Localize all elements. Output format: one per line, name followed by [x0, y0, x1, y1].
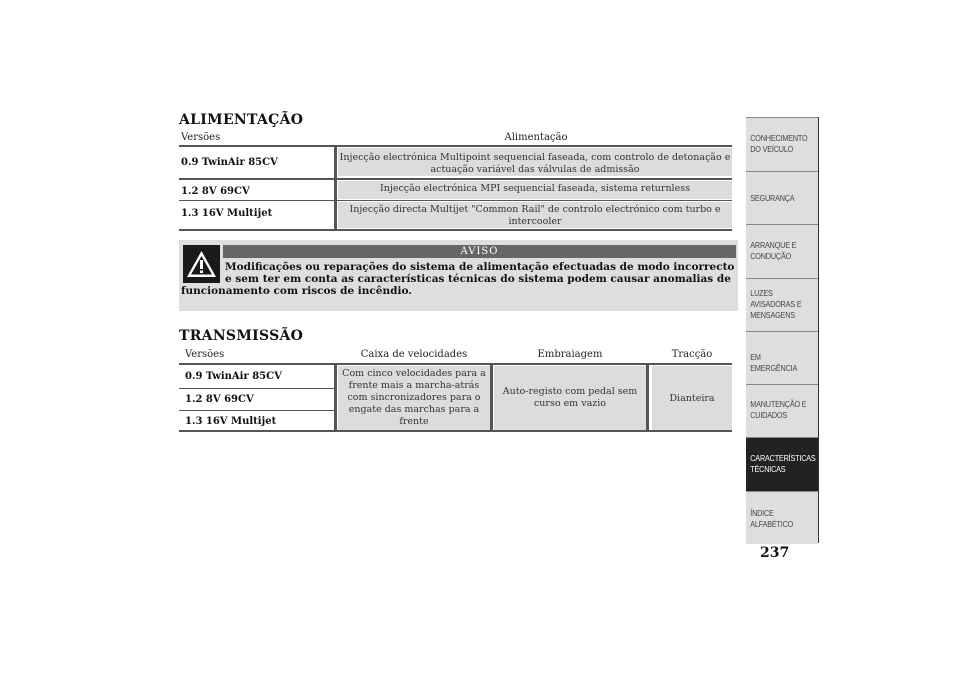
tab-indice-alfabetico[interactable]	[746, 491, 818, 544]
tab-label: MANUTENÇÃO E	[750, 399, 807, 409]
tab-luzes-avisadoras[interactable]	[746, 278, 818, 331]
column-divider	[646, 365, 649, 432]
tab-label: CONHECIMENTO	[750, 133, 808, 143]
tab-manutencao-e-cuidados[interactable]	[746, 384, 818, 437]
tab-label: TÉCNICAS	[750, 464, 786, 474]
row-feed: Injecção electrónica MPI sequencial faseada, sistema returnless	[380, 183, 690, 194]
column-divider	[490, 365, 493, 432]
tab-label: CARACTERÍSTICAS	[750, 453, 816, 463]
page-number: 237	[760, 545, 790, 561]
warning-text-line1: Modificações ou reparações do sistema de alimentação efectuadas de modo incorrecto	[225, 261, 735, 273]
tab-em-emergencia[interactable]	[746, 331, 818, 384]
header-versoes: Versões	[185, 349, 225, 360]
row-rule	[179, 178, 732, 180]
row-version: 1.2 8V 69CV	[185, 394, 254, 405]
tab-label: ARRANQUE E	[750, 240, 797, 250]
header-traction: Tracção	[671, 349, 713, 360]
row-version: 1.2 8V 69CV	[181, 186, 250, 197]
row-version: 1.3 16V Multijet	[181, 208, 273, 219]
warning-icon	[183, 245, 220, 283]
tab-caracteristicas-tecnicas[interactable]	[746, 437, 818, 491]
column-divider	[334, 365, 337, 432]
header-rule	[179, 145, 732, 147]
tab-label: DO VEÍCULO	[750, 144, 794, 154]
tab-label: SEGURANÇA	[750, 193, 795, 203]
row-feed: Injecção directa Multijet "Common Rail" de controlo electrónico com turbo e intercooler	[349, 204, 721, 227]
table-bottom-rule	[179, 229, 732, 231]
traction-cell: Dianteira	[669, 393, 715, 404]
header-rule	[179, 363, 732, 365]
header-versoes: Versões	[181, 132, 221, 143]
tab-label: LUZES	[750, 288, 773, 298]
header-alimentacao: Alimentação	[504, 132, 568, 143]
tab-label: MENSAGENS	[750, 310, 795, 320]
section-title-transmissao: TRANSMISSÃO	[179, 328, 304, 344]
tab-label: CONDUÇÃO	[750, 251, 792, 261]
row-rule	[179, 200, 732, 201]
warning-title: AVISO	[460, 246, 499, 257]
gearbox-cell: Com cinco velocidades para a frente mais a marcha-atrás com sincronizadores para o engate das marchas para a frente	[342, 368, 486, 427]
section-title-alimentacao: ALIMENTAÇÃO	[179, 112, 304, 128]
tab-label: EM EMERGÊNCIA	[750, 352, 798, 373]
row-feed: Injecção electrónica Multipoint sequencial faseada, com controlo de detonação e actuação variável das válvulas de admissão	[339, 152, 731, 175]
tab-label: ÍNDICE	[750, 508, 774, 518]
tab-label: AVISADORAS E	[750, 299, 802, 309]
row-version: 1.3 16V Multijet	[185, 416, 277, 427]
warning-text-line2: e sem ter em conta as características técnicas do sistema podem causar anomalias de	[225, 273, 731, 285]
column-divider	[334, 147, 337, 231]
tab-seguranca[interactable]	[746, 171, 818, 224]
tab-label: CUIDADOS	[750, 410, 788, 420]
warning-box	[179, 240, 738, 311]
clutch-cell: Auto-registo com pedal sem curso em vazio	[502, 386, 638, 409]
row-rule	[179, 410, 334, 411]
header-clutch: Embraiagem	[537, 349, 603, 360]
tab-edge-line	[818, 117, 819, 543]
header-gearbox: Caixa de velocidades	[360, 349, 468, 360]
warning-text-line3: funcionamento com riscos de incêndio.	[181, 285, 412, 297]
tab-conhecimento-do-veiculo[interactable]	[746, 117, 818, 171]
row-rule	[179, 388, 334, 389]
tab-label: ALFABÉTICO	[750, 519, 794, 529]
tab-arranque-e-conducao[interactable]	[746, 224, 818, 278]
row-version: 0.9 TwinAir 85CV	[181, 157, 278, 168]
table-bottom-rule	[179, 430, 732, 432]
row-version: 0.9 TwinAir 85CV	[185, 371, 282, 382]
